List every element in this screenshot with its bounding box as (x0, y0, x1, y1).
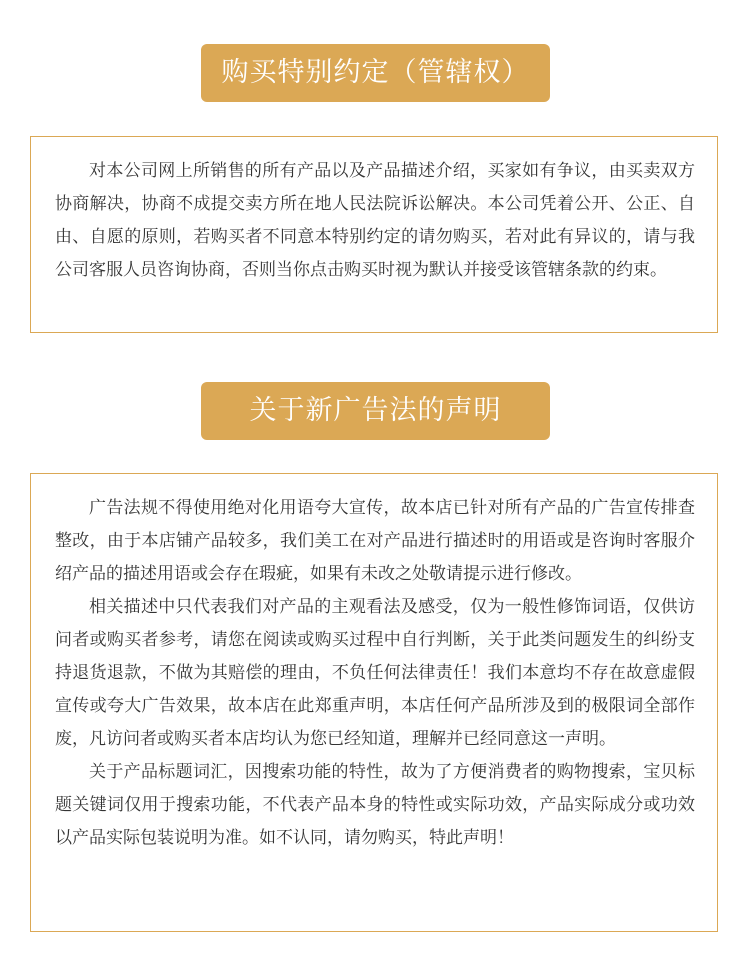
ad-law-text-box (30, 473, 718, 932)
ad-law-paragraph-2: 相关描述中只代表我们对产品的主观看法及感受，仅为一般性修饰词语，仅供访问者或购买者参考，请您在阅读或购买过程中自行判断，关于此类问题发生的纠纷支持退货退款，不做为其赔偿的理由，不负任何法律责任！我们本意均不存在故意虚假宣传或夸大广告效果，故本店在此郑重声明，本店任何产品所涉及到的极限词全部作废，凡访问者或购买者本店均认为您已经知道，理解并已经同意这一声明。 (55, 597, 695, 749)
ad-law-title-banner (201, 382, 550, 440)
ad-law-paragraph-1: 广告法规不得使用绝对化用语夸大宣传，故本店已针对所有产品的广告宣传排查整改，由于本店铺产品较多，我们美工在对产品进行描述时的用语或是咨询时客服介绍产品的描述用语或会存在瑕疵，如果有未改之处敬请提示进行修改。 (55, 498, 695, 584)
ad-law-paragraph-3: 关于产品标题词汇，因搜索功能的特性，故为了方便消费者的购物搜索，宝贝标题关键词仅用于搜索功能，不代表产品本身的特性或实际功效，产品实际成分或功效以产品实际包装说明为准。如不认同，请勿购买，特此声明！ (55, 762, 695, 848)
jurisdiction-paragraph: 对本公司网上所销售的所有产品以及产品描述介绍，买家如有争议，由买卖双方协商解决，协商不成提交卖方所在地人民法院诉讼解决。本公司凭着公开、公正、自由、自愿的原则，若购买者不同意本特别约定的请勿购买，若对此有异议的，请与我公司客服人员咨询协商，否则当你点击购买时视为默认并接受该管辖条款的约束。 (55, 161, 695, 280)
ad-law-title: 关于新广告法的声明 (249, 395, 502, 426)
jurisdiction-text-box (30, 136, 718, 333)
jurisdiction-title-banner (201, 44, 550, 102)
jurisdiction-title: 购买特别约定（管辖权） (221, 57, 530, 88)
